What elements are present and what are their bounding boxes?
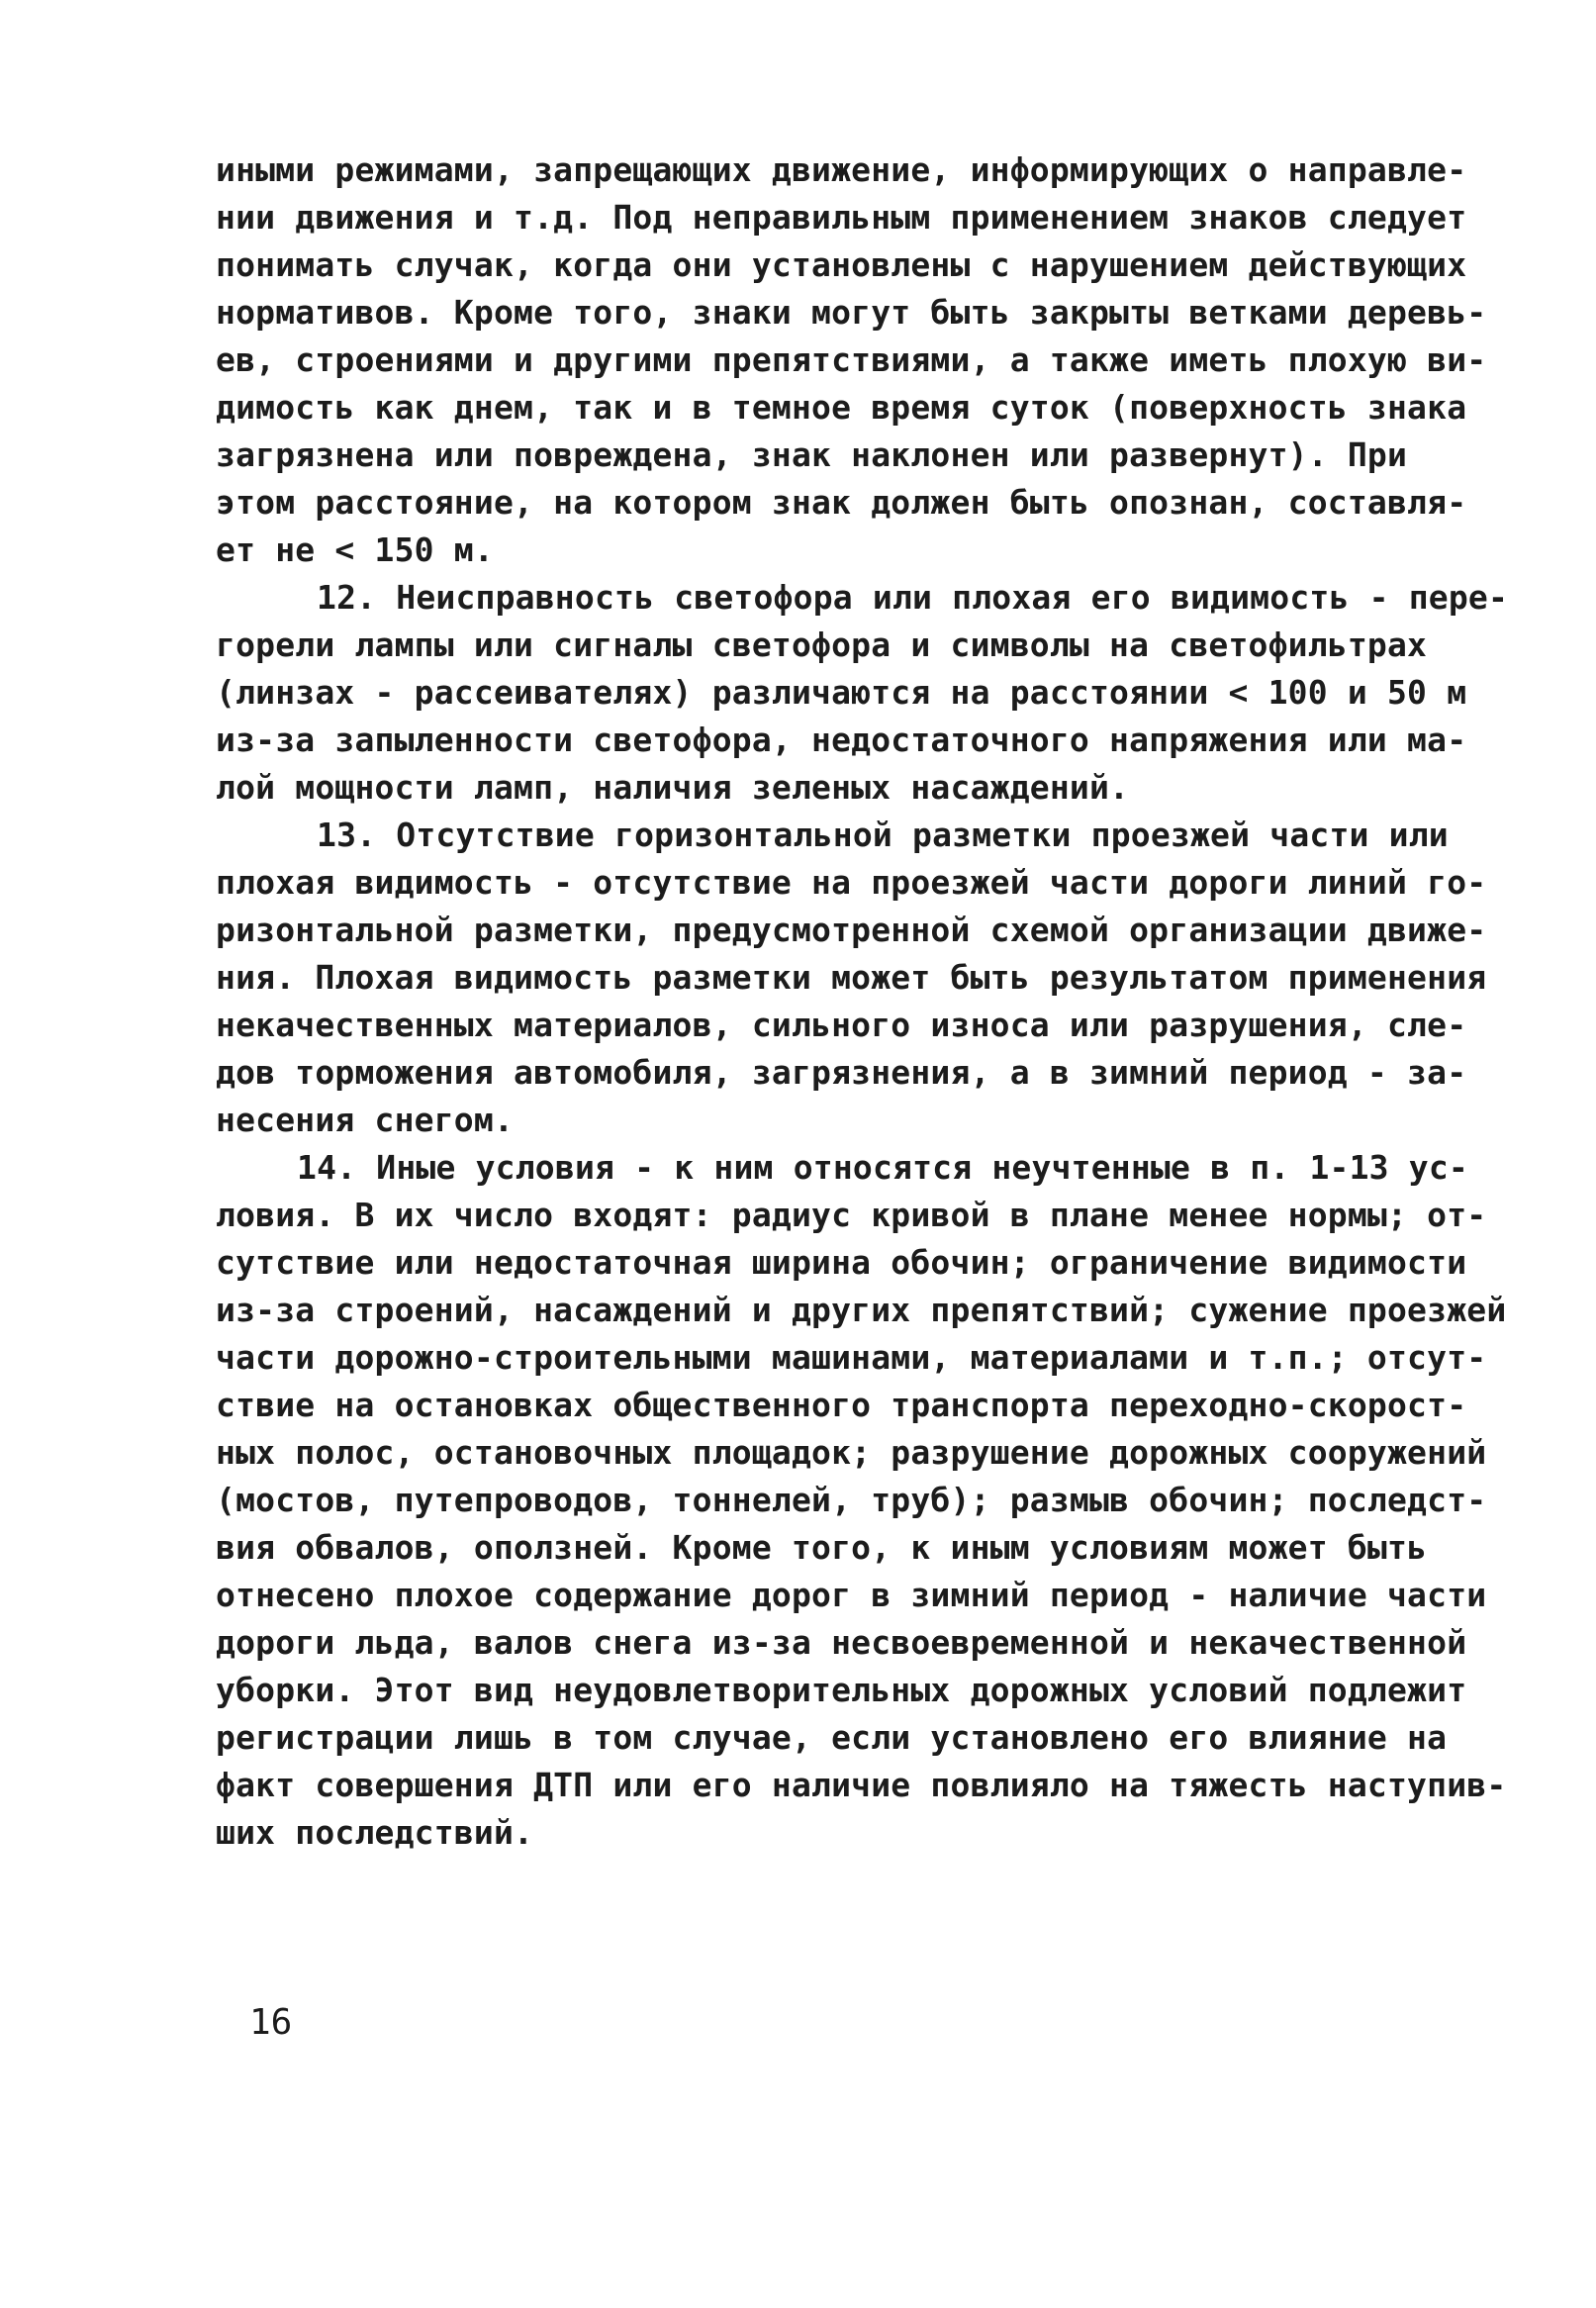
text-line: нии движения и т.д. Под неправильным применением знаков следует — [216, 198, 1467, 237]
text-line: горели лампы или сигналы светофора и символы на светофильтрах — [216, 625, 1428, 664]
text-line: вия обвалов, оползней. Кроме того, к иным условиям может быть — [216, 1528, 1428, 1567]
text-line: ризонтальной разметки, предусмотренной схемой организации движе- — [216, 911, 1487, 949]
text-line: ствие на остановках общественного транспорта переходно-скорост- — [216, 1386, 1467, 1424]
text-line: сутствие или недостаточная ширина обочин; ограничение видимости — [216, 1243, 1467, 1282]
text-line: загрязнена или повреждена, знак наклонен или развернут). При — [216, 435, 1408, 474]
text-line: этом расстояние, на котором знак должен быть опознан, составля- — [216, 483, 1467, 522]
text-line: дов торможения автомобиля, загрязнения, а в зимний период - за- — [216, 1053, 1467, 1092]
text-line: ет не < 150 м. — [216, 530, 494, 569]
text-line: некачественных материалов, сильного износа или разрушения, сле- — [216, 1006, 1467, 1044]
text-line: ловия. В их число входят: радиус кривой в плане менее нормы; от- — [216, 1196, 1487, 1234]
text-line: факт совершения ДТП или его наличие повлияло на тяжесть наступив- — [216, 1766, 1507, 1804]
text-line: ния. Плохая видимость разметки может быть результатом применения — [216, 958, 1487, 997]
text-line: несения снегом. — [216, 1101, 515, 1139]
text-line: лой мощности ламп, наличия зеленых насаждений. — [216, 768, 1130, 807]
text-line: ев, строениями и другими препятствиями, а также иметь плохую ви- — [216, 340, 1487, 379]
text-line: нормативов. Кроме того, знаки могут быть закрыты ветками деревь- — [216, 293, 1487, 332]
text-line: (мостов, путепроводов, тоннелей, труб); размыв обочин; последст- — [216, 1481, 1487, 1519]
text-line: из-за запыленности светофора, недостаточного напряжения или ма- — [216, 721, 1467, 759]
paragraph-start-line: 13. Отсутствие горизонтальной разметки проезжей части или — [317, 816, 1449, 854]
text-line: отнесено плохое содержание дорог в зимний период - наличие части — [216, 1576, 1487, 1614]
text-line: иными режимами, запрещающих движение, информирующих о направле- — [216, 150, 1467, 189]
text-line: части дорожно-строительными машинами, материалами и т.п.; отсут- — [216, 1338, 1487, 1377]
page-number: 16 — [249, 2002, 293, 2043]
text-line: дороги льда, валов снега из-за несвоевременной и некачественной — [216, 1623, 1467, 1662]
text-line: уборки. Этот вид неудовлетворительных дорожных условий подлежит — [216, 1671, 1467, 1709]
text-line: из-за строений, насаждений и других препятствий; сужение проезжей — [216, 1291, 1507, 1329]
text-line: понимать случак, когда они установлены с нарушением действующих — [216, 245, 1467, 284]
paragraph-start-line: 12. Неисправность светофора или плохая его видимость - пере- — [317, 578, 1509, 617]
text-line: регистрации лишь в том случае, если установлено его влияние на — [216, 1718, 1448, 1757]
text-line: ных полос, остановочных площадок; разрушение дорожных сооружений — [216, 1433, 1487, 1472]
text-line: димость как днем, так и в темное время суток (поверхность знака — [216, 388, 1467, 427]
text-line: ших последствий. — [216, 1813, 534, 1852]
paragraph-start-line: 14. Иные условия - к ним относятся неучтенные в п. 1-13 ус- — [297, 1148, 1468, 1187]
text-line: (линзах - рассеивателях) различаются на расстоянии < 100 и 50 м — [216, 673, 1467, 712]
text-line: плохая видимость - отсутствие на проезжей части дороги линий го- — [216, 863, 1487, 902]
